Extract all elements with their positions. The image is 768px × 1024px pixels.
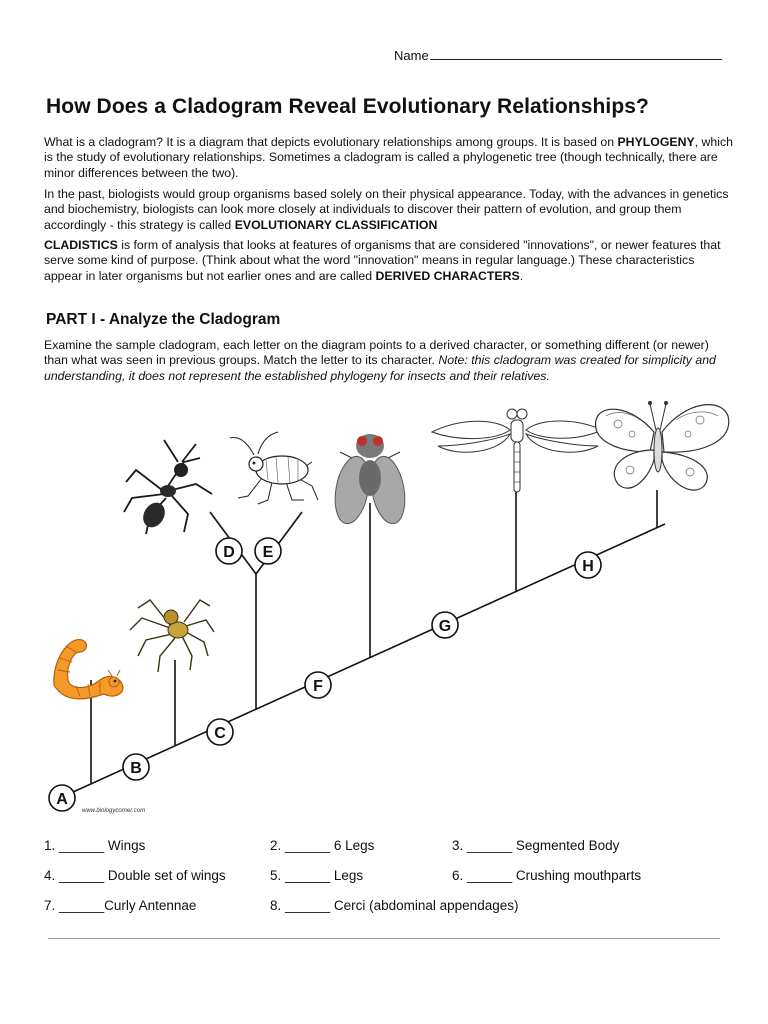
term-phylogeny: PHYLOGENY (617, 135, 695, 149)
term-derived-characters: DERIVED CHARACTERS (375, 268, 520, 283)
node-e (255, 538, 281, 564)
intro-paragraph-3: CLADISTICS is form of analysis that looks at features of organisms that are considered "innovations", or newer features that serve some kind of purpose. (Think about what the word "innovation" means in regular language.) These characteristics appear in later organisms but not earlier ones and are called DERIVED CHARACTERS. (44, 238, 721, 283)
intro-paragraph-1: What is a cladogram? It is a diagram that depicts evolutionary relationships among groups. It is based on PHYLOGENY, which is the study of evolutionary relationships. Sometimes a cladogram is called a phylogenetic tree (though technically, there are minor differences between the two). (44, 135, 733, 180)
node-a (49, 785, 75, 811)
node-label-f: F (313, 678, 323, 695)
spider-icon (130, 600, 214, 672)
question-4[interactable]: 4. ______ Double set of wings (44, 868, 226, 883)
node-g (432, 612, 458, 638)
question-8[interactable]: 8. ______ Cerci (abdominal appendages) (270, 898, 519, 913)
aphid-icon (230, 432, 318, 504)
part1-note: Note: this cladogram was created for simplicity and understanding, it does not represent the established phylogeny for insects and their relatives. (44, 353, 716, 383)
node-label-d: D (223, 544, 235, 561)
node-b (123, 754, 149, 780)
part1-instructions: Examine the sample cladogram, each letter on the diagram points to a derived character, or something different (or newer) than what was seen in previous groups. Match the letter to its character. Note: this cladogram was created for simplicity and understanding, it does not represent the established phylogeny for insects and their relatives. (44, 338, 716, 383)
name-blank[interactable] (430, 47, 722, 60)
node-label-h: H (582, 558, 594, 575)
name-label: Name (394, 48, 429, 63)
answer-blank: ______ (467, 838, 513, 853)
question-7[interactable]: 7. ______Curly Antennae (44, 898, 197, 913)
term-cladistics: CLADISTICS (44, 238, 118, 252)
node-c (207, 719, 233, 745)
node-f (305, 672, 331, 698)
question-6[interactable]: 6. ______ Crushing mouthparts (452, 868, 642, 883)
question-2[interactable]: 2. ______ 6 Legs (270, 838, 375, 853)
name-field[interactable] (394, 47, 722, 63)
question-5[interactable]: 5. ______ Legs (270, 868, 364, 883)
node-label-a: A (56, 791, 68, 808)
node-label-c: C (214, 725, 226, 742)
answer-blank: ______ (59, 898, 105, 913)
question-1[interactable]: 1. ______ Wings (44, 838, 146, 853)
answer-blank: ______ (59, 838, 105, 853)
answer-blank: ______ (285, 868, 331, 883)
answer-blank: ______ (467, 868, 513, 883)
node-h (575, 552, 601, 578)
node-d (216, 538, 242, 564)
intro-paragraph-2: In the past, biologists would group organisms based solely on their physical appearance. Today, with the advances in genetics and biochemistry, biologists can look more closely at individuals to discover their pattern of evolution, and group them accordingly - this strategy is called EVOLUTIONARY CLASSIFICATION (44, 187, 729, 232)
cladogram-diagram (40, 396, 766, 820)
answer-blank: ______ (285, 838, 331, 853)
dragonfly-icon (432, 409, 602, 492)
term-evolutionary-classification: EVOLUTIONARY CLASSIFICATION (234, 217, 438, 232)
ant-icon (124, 440, 212, 534)
diagram-credit: www.biologycorner.com (82, 808, 146, 814)
node-label-b: B (130, 760, 142, 777)
bottom-divider (48, 938, 720, 939)
question-3[interactable]: 3. ______ Segmented Body (452, 838, 620, 853)
section-title-part-1: PART I - Analyze the Cladogram (46, 311, 281, 328)
caterpillar-icon (54, 640, 123, 699)
answer-blank: ______ (285, 898, 331, 913)
answer-blank: ______ (59, 868, 105, 883)
node-label-g: G (438, 618, 452, 635)
butterfly-icon (596, 401, 729, 490)
page-title: How Does a Cladogram Reveal Evolutionary Relationships? (46, 95, 649, 118)
node-label-e: E (262, 544, 274, 561)
